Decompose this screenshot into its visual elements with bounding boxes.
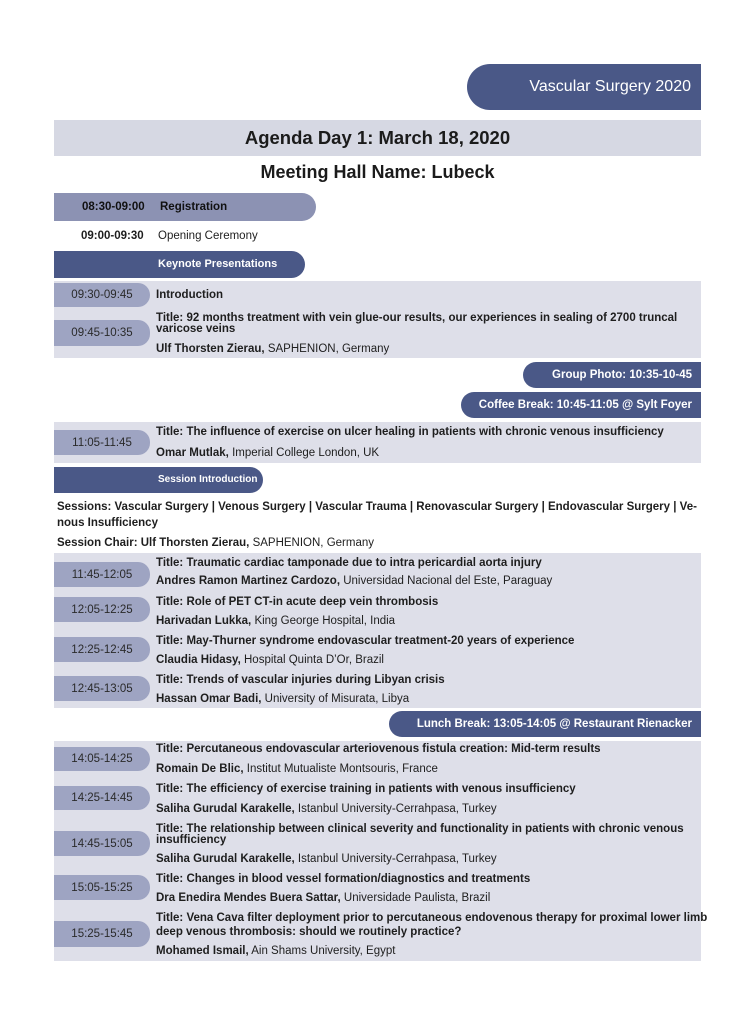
talk-title: Title: The influence of exercise on ulcer healing in patients with chronic venous insufficiency xyxy=(156,426,664,438)
speaker-name: Omar Mutlak, xyxy=(156,447,229,459)
speaker-affiliation: Imperial College London, UK xyxy=(232,447,380,459)
speaker-line xyxy=(156,693,409,706)
opening-time: 09:00-09:30 xyxy=(81,230,144,242)
speaker-line xyxy=(156,654,384,667)
speaker-affiliation: Institut Mutualiste Montsouris, France xyxy=(246,763,438,775)
registration-time: 08:30-09:00 xyxy=(82,201,145,213)
speaker-affiliation: Istanbul University-Cerrahpasa, Turkey xyxy=(297,853,497,865)
time-box: 14:25-14:45 xyxy=(54,786,150,810)
speaker-affiliation: King George Hospital, India xyxy=(254,615,396,627)
sessions-list-cont: nous Insufficiency xyxy=(57,517,158,529)
speaker-line xyxy=(156,945,395,958)
session-chair-affiliation: SAPHENION, Germany xyxy=(252,537,374,549)
speaker-affiliation: Universidad Nacional del Este, Paraguay xyxy=(343,575,553,587)
speaker-name: Harivadan Lukka, xyxy=(156,615,252,627)
time-box: 12:45-13:05 xyxy=(54,676,150,701)
talk-title: Title: Role of PET CT-in acute deep vein thrombosis xyxy=(156,596,439,608)
time-box: 14:05-14:25 xyxy=(54,747,150,771)
session-chair xyxy=(57,535,697,551)
speaker-line xyxy=(156,892,490,905)
speaker-affiliation: Hospital Quinta D’Or, Brazil xyxy=(244,654,384,666)
speaker-line xyxy=(156,763,438,776)
speaker-affiliation: Universidade Paulista, Brazil xyxy=(343,892,491,904)
speaker-affiliation: SAPHENION, Germany xyxy=(267,343,390,355)
talk-title: Title: Traumatic cardiac tamponade due to intra pericardial aorta injury xyxy=(156,557,542,569)
speaker-name: Saliha Gurudal Karakelle, xyxy=(156,803,295,815)
talk-title-cont: varicose veins xyxy=(156,323,236,335)
time-box: 11:45-12:05 xyxy=(54,562,150,587)
speaker-line xyxy=(156,343,389,356)
speaker-line xyxy=(156,803,497,816)
registration-label: Registration xyxy=(160,201,228,213)
speaker-name: Romain De Blic, xyxy=(156,763,244,775)
speaker-name: Mohamed Ismail, xyxy=(156,945,249,957)
talk-title: Title: The efficiency of exercise training in patients with venous insufficiency xyxy=(156,783,576,795)
registration-row xyxy=(54,193,316,221)
speaker-affiliation: Ain Shams University, Egypt xyxy=(251,945,396,957)
time-box: 09:30-09:45 xyxy=(54,283,150,307)
time-box: 12:05-12:25 xyxy=(54,597,150,622)
speaker-line xyxy=(156,447,379,460)
session-header: Session Introduction xyxy=(54,467,263,493)
talk-title-cont: insufficiency xyxy=(156,834,227,846)
time-box: 15:25-15:45 xyxy=(54,921,150,947)
speaker-name: Saliha Gurudal Karakelle, xyxy=(156,853,295,865)
session-chair-name: Ulf Thorsten Zierau, xyxy=(140,537,250,549)
group-photo-banner: Group Photo: 10:35-10-45 xyxy=(523,362,701,388)
sessions-list: Sessions: Vascular Surgery | Venous Surgery | Vascular Trauma | Renovascular Surgery | Endovascular Surgery | Ve- xyxy=(57,501,697,513)
talk-title: Title: Percutaneous endovascular arteriovenous fistula creation: Mid-term results xyxy=(156,743,601,755)
keynote-header: Keynote Presentations xyxy=(54,251,305,278)
speaker-name: Andres Ramon Martinez Cardozo, xyxy=(156,575,341,587)
time-box: 15:05-15:25 xyxy=(54,875,150,900)
speaker-name: Claudia Hidasy, xyxy=(156,654,241,666)
opening-label: Opening Ceremony xyxy=(158,230,258,242)
talk-title: Title: The relationship between clinical severity and functionality in patients with chronic venous xyxy=(156,823,684,835)
speaker-name: Ulf Thorsten Zierau, xyxy=(156,343,265,355)
talk-title: Title: May-Thurner syndrome endovascular treatment-20 years of experience xyxy=(156,635,575,647)
speaker-affiliation: Istanbul University-Cerrahpasa, Turkey xyxy=(297,803,497,815)
session-chair-label: Session Chair: xyxy=(57,537,138,549)
time-box: 12:25-12:45 xyxy=(54,637,150,662)
talk-title: Title: 92 months treatment with vein glue-our results, our experiences in sealing of 2700 truncal xyxy=(156,312,678,324)
talk-title: Title: Vena Cava filter deployment prior to percutaneous endovenous therapy for proximal lower limb xyxy=(156,912,708,924)
time-box: 14:45-15:05 xyxy=(54,831,150,856)
speaker-name: Dra Enedira Mendes Buera Sattar, xyxy=(156,892,341,904)
speaker-line xyxy=(156,575,552,588)
hall-name: Meeting Hall Name: Lubeck xyxy=(260,162,495,182)
speaker-line xyxy=(156,853,497,866)
time-box: 11:05-11:45 xyxy=(54,430,150,455)
speaker-affiliation: University of Misurata, Libya xyxy=(264,693,410,705)
lunch-break-banner: Lunch Break: 13:05-14:05 @ Restaurant Rienacker xyxy=(389,711,701,737)
speaker-line xyxy=(156,615,395,628)
speaker-name: Hassan Omar Badi, xyxy=(156,693,262,705)
talk-title: Introduction xyxy=(156,289,224,301)
conference-tab: Vascular Surgery 2020 xyxy=(467,64,701,110)
coffee-break-banner: Coffee Break: 10:45-11:05 @ Sylt Foyer xyxy=(461,392,701,418)
time-box: 09:45-10:35 xyxy=(54,320,150,346)
talk-title-cont: deep venous thrombosis: should we routinely practice? xyxy=(156,926,462,938)
talk-title: Title: Trends of vascular injuries during Libyan crisis xyxy=(156,674,445,686)
agenda-title: Agenda Day 1: March 18, 2020 xyxy=(54,120,701,156)
talk-title: Title: Changes in blood vessel formation/diagnostics and treatments xyxy=(156,873,531,885)
